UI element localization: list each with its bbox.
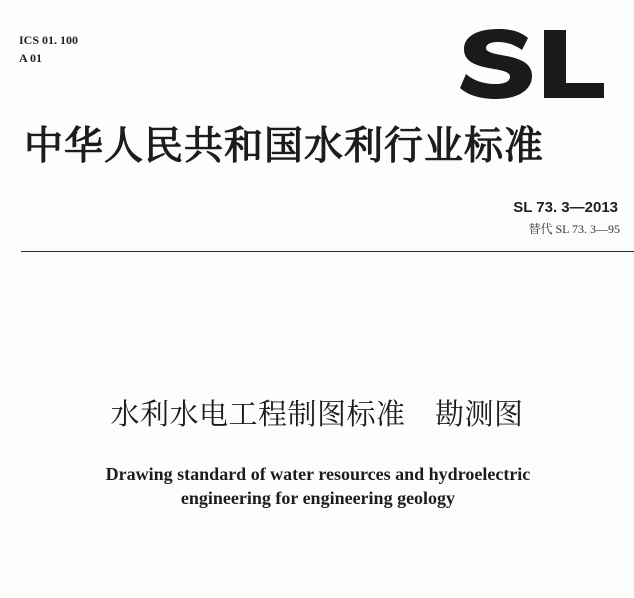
standard-number: SL 73. 3—2013 bbox=[513, 199, 618, 216]
document-title-english-line-1: Drawing standard of water resources and hydroelectric bbox=[105, 464, 531, 484]
ics-code: ICS 01. 100 bbox=[19, 33, 79, 47]
document-title-chinese: 水利水电工程制图标准 勘测图 bbox=[110, 397, 524, 431]
sl-logo bbox=[458, 26, 606, 102]
document-title-english bbox=[40, 462, 596, 510]
header-divider bbox=[21, 251, 634, 252]
ccs-code: A 01 bbox=[19, 51, 43, 65]
issuing-authority-title: 中华人民共和国水利行业标准 bbox=[24, 124, 545, 169]
classification-codes bbox=[19, 31, 78, 67]
document-title-english-line-2: engineering for engineering geology bbox=[180, 488, 456, 508]
standard-replaces: 替代 SL 73. 3—95 bbox=[528, 222, 620, 236]
